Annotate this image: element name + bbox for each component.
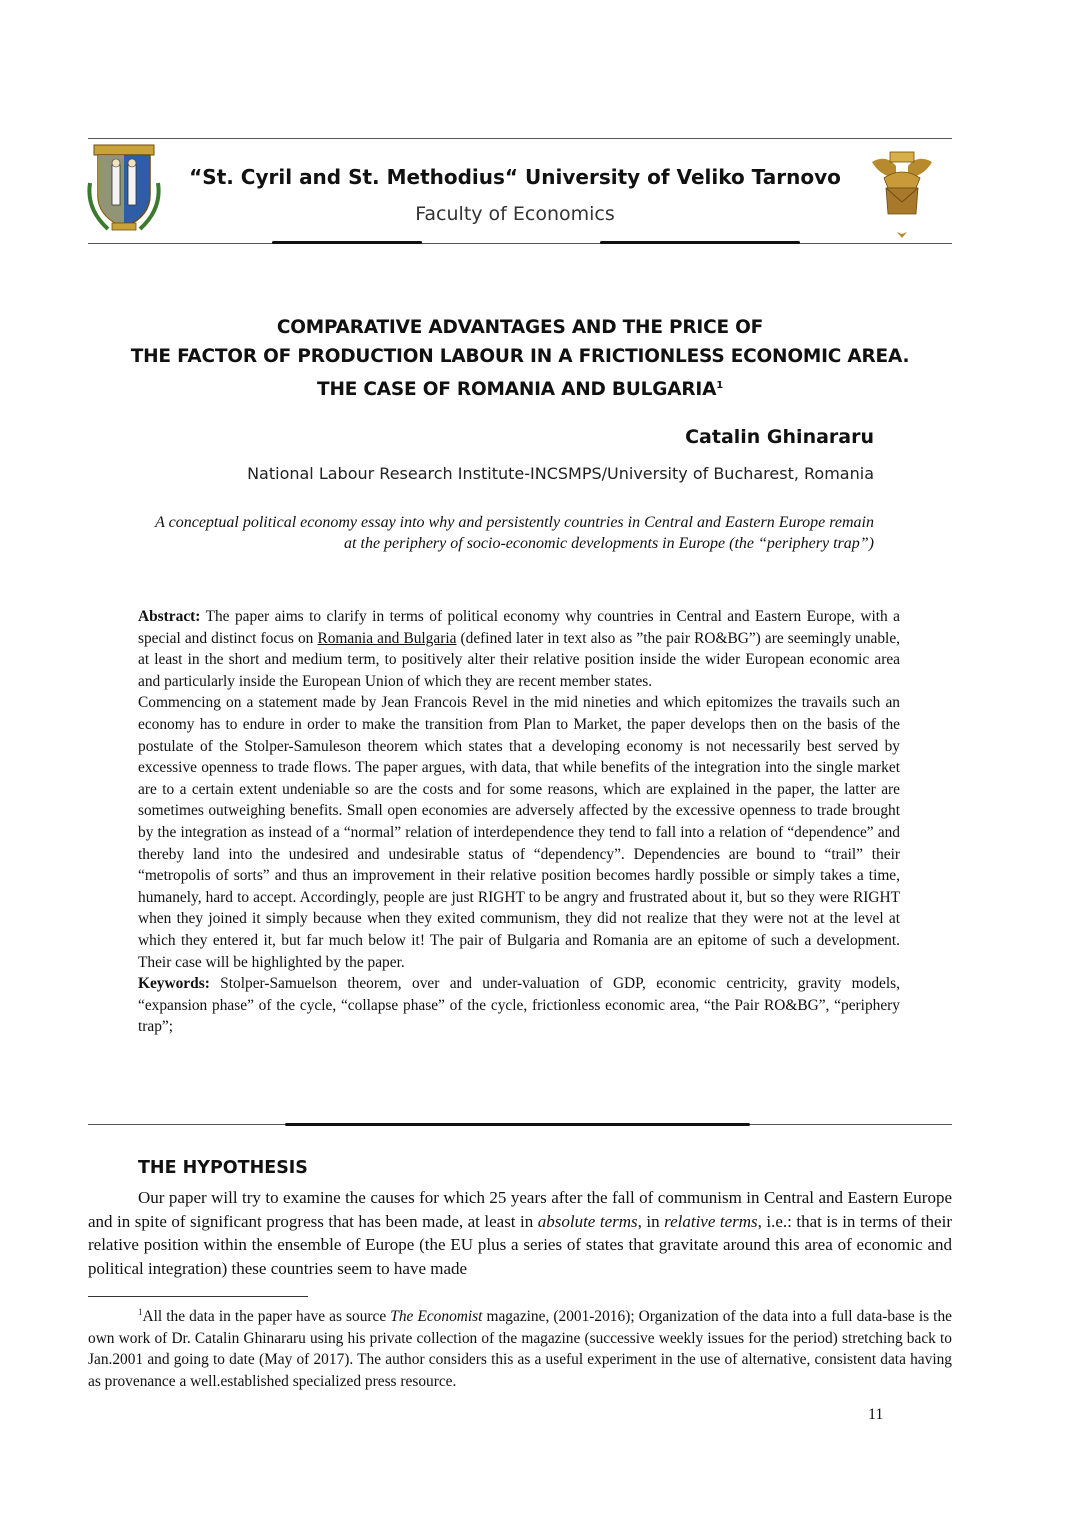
title-line-1: COMPARATIVE ADVANTAGES AND THE PRICE OF xyxy=(276,317,764,338)
section-body xyxy=(88,1186,952,1280)
author-affiliation: National Labour Research Institute-INCSMPS/University of Bucharest, Romania xyxy=(247,464,874,483)
section-t1: Our paper will try to examine the causes for which 25 years after the fall of communism in Central and Eastern Europe and in spite of significant progress that has been made, at least in xyxy=(88,1188,952,1231)
footnote xyxy=(88,1302,952,1392)
footnote-t1-italic: The Economist xyxy=(390,1308,483,1326)
footnote-paragraph xyxy=(88,1302,952,1392)
footnote-t2: magazine, (2001-2016); Organization of the data into a full data-base is the own work of Dr. Catalin Ghinararu using his private collection of the magazine (successive weekly issues for the period) stretching back to Jan.2001 and going to date (May of 2017). The author considers this as a useful experiment in the use of alternative, consistent data having as provenance a well.established specialized press resource. xyxy=(88,1308,952,1390)
footnote-rule xyxy=(88,1296,308,1297)
section-heading: THE HYPOTHESIS xyxy=(138,1158,308,1178)
paper-title xyxy=(90,313,950,404)
header-thick-rule-left xyxy=(272,241,422,244)
keywords-text: Stolper-Samuelson theorem, over and under-valuation of GDP, economic centricity, gravity models, “expansion phase” of the cycle, “collapse phase” of the cycle, frictionless economic area, “the Pair RO&BG”, “periphery trap”; xyxy=(138,975,900,1036)
footnote-mark: 1 xyxy=(138,1307,143,1317)
abstract-block xyxy=(138,606,900,1038)
footnote-t1: All the data in the paper have as source xyxy=(142,1308,391,1326)
header-bottom-rule xyxy=(88,243,952,244)
section-t2-italic: relative terms xyxy=(664,1211,758,1231)
subtitle-note: A conceptual political economy essay into why and persistently countries in Central and Eastern Europe remain at the periphery of socio-economic developments in Europe (the “periphery trap”) xyxy=(155,514,874,552)
abstract-p1-before: The paper aims to clarify in terms of political economy why countries in Central and Eastern Europe, with a special and distinct focus on xyxy=(138,608,900,647)
title-footnote-mark: 1 xyxy=(716,380,723,391)
keywords-paragraph xyxy=(138,973,900,1038)
abstract-label: Abstract: xyxy=(138,608,201,625)
abstract-paragraph-2: Commencing on a statement made by Jean Francois Revel in the mid nineties and which epitomizes the travails such an economy has to endure in order to make the transition from Plan to Market, the paper develops then on the basis of the postulate of the Stolper-Samuleson theorem which states that a developing economy is not necessarily best served by excessive openness to trade flows. The paper argues, with data, that while benefits of the integration into the single market are to a certain extent undeniable so are the costs and for some reasons, which are explained in the paper, the latter are sometimes outweighing benefits. Small open economies are adversely affected by the excessive openness to trade brought by the integration as instead of a “normal” relation of interdependence they tend to fall into a relation of “dependence” and thereby land into the undesired and undesirable status of “dependency”. Dependencies are bound to “trail” their “metropolis of sorts” and thus an improvement in their relative position becomes hardly possible or simply takes a time, humanely, hard to accept. Accordingly, people are just RIGHT to be angry and frustrated about it, but so they were RIGHT when they joined it simply because when they exited communism, they did not realize that they were not at the level at which they entered it, but far much below it! The pair of Bulgaria and Romania are an epitome of such a development. Their case will be highlighted by the paper. xyxy=(138,694,900,971)
abstract-separator-thick xyxy=(285,1123,750,1126)
page-number: 11 xyxy=(868,1406,884,1423)
faculty-emblem-logo xyxy=(866,148,938,244)
section-t1-italic: absolute terms xyxy=(537,1211,638,1231)
university-crest-logo xyxy=(86,143,162,235)
faculty-name: Faculty of Economics xyxy=(415,203,615,225)
header-thick-rule-right xyxy=(600,241,800,244)
abstract-paragraph-1 xyxy=(138,606,900,692)
abstract-p1-after: (defined later in text also as ”the pair RO&BG”) are seemingly unable, at least in the short and medium term, to positively alter their relative position inside the wider European economic area and particularly inside the European Union of which they are recent member states. xyxy=(138,629,900,690)
title-line-3 xyxy=(90,371,950,404)
title-line-2: THE FACTOR OF PRODUCTION LABOUR IN A FRICTIONLESS ECONOMIC AREA. xyxy=(130,346,910,367)
header-top-rule xyxy=(88,138,952,139)
section-t2: , in xyxy=(637,1211,665,1231)
section-paragraph xyxy=(88,1186,952,1280)
keywords-label: Keywords: xyxy=(138,975,210,993)
abstract-p1-underlined: Romania and Bulgaria xyxy=(317,629,457,647)
university-name: “St. Cyril and St. Methodius“ University of Veliko Tarnovo xyxy=(189,165,841,189)
title-line-3-text: THE CASE OF ROMANIA AND BULGARIA xyxy=(317,379,717,401)
section-t3: , i.e.: that is in terms of their relative position within the ensemble of Europe (the EU plus a series of states that gravitate around this area of economic and political integration) these countries seem to have made xyxy=(88,1211,952,1278)
author-name: Catalin Ghinararu xyxy=(685,426,874,448)
